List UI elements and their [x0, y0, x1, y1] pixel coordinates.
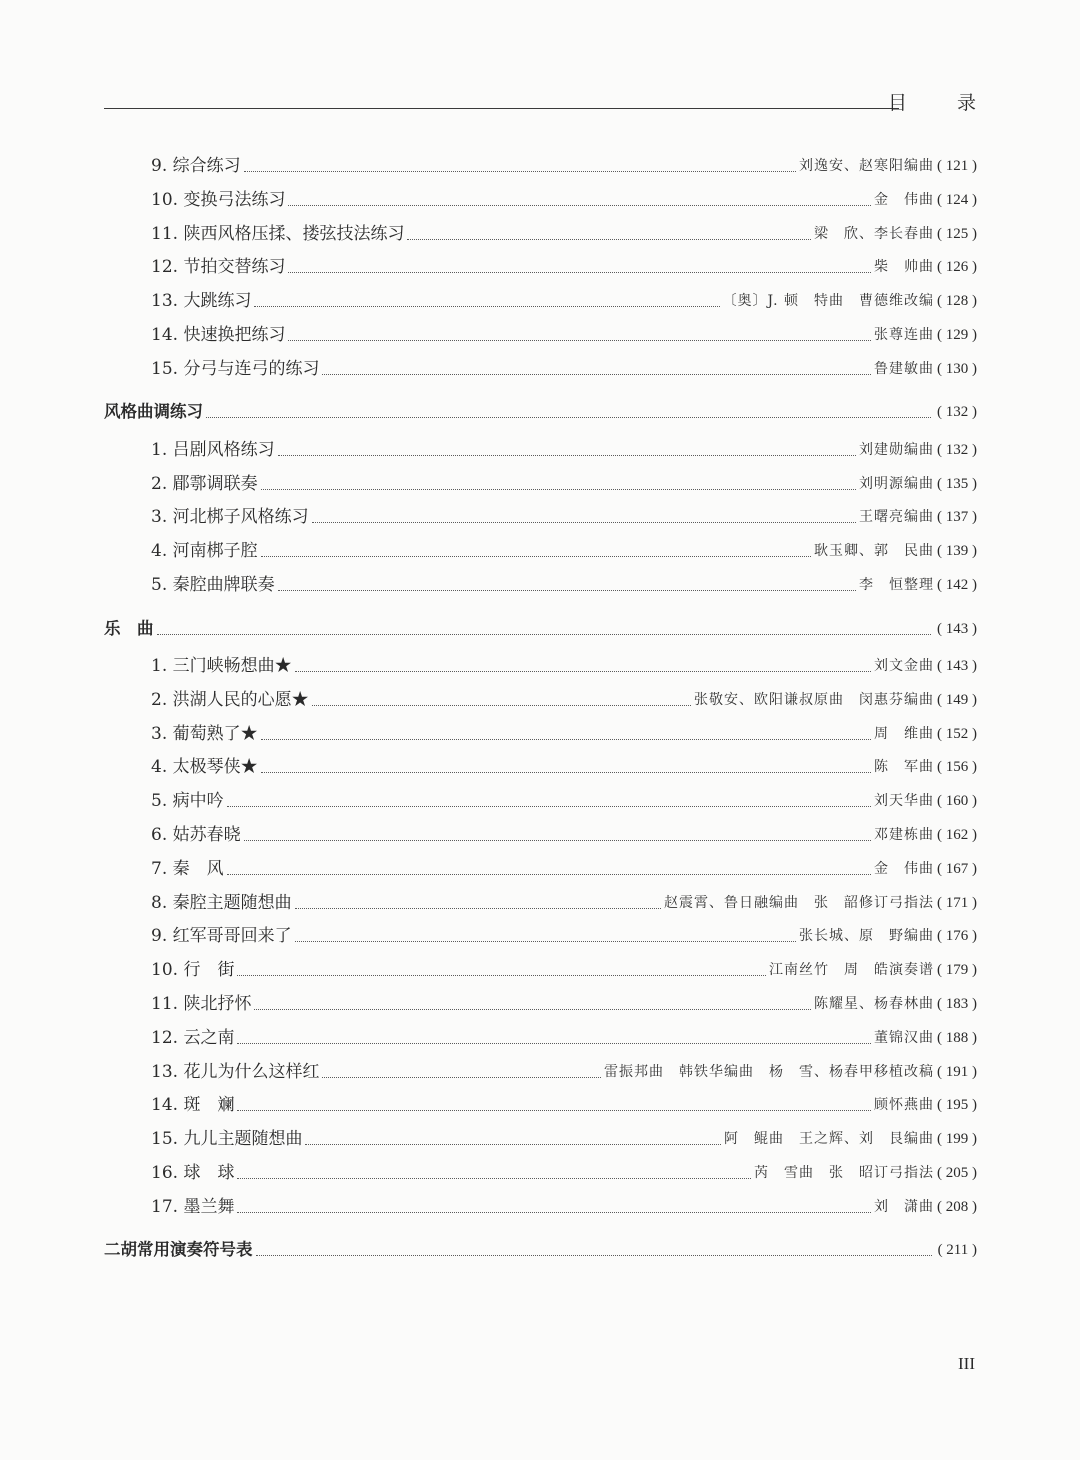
dot-leader	[407, 239, 811, 240]
dot-leader	[256, 1255, 932, 1256]
entry-title: 9. 红军哥哥回来了	[151, 926, 292, 947]
entry-author: 芮 雪曲 张 昭订弓指法	[754, 1165, 934, 1181]
toc-entry	[151, 150, 977, 178]
entry-author: 张长城、原 野编曲	[799, 928, 934, 945]
entry-author: 赵震霄、鲁日融编曲 张 韶修订弓指法	[664, 894, 934, 911]
dot-leader	[261, 772, 871, 773]
toc-entry	[151, 1157, 977, 1185]
entry-title: 2. 洪湖人民的心愿★	[151, 689, 309, 710]
toc-entry	[151, 819, 977, 847]
entry-author: 刘天华曲	[874, 793, 934, 810]
entry-title: 13. 花儿为什么这样红	[151, 1061, 320, 1082]
entry-page: ( 132 )	[937, 441, 977, 458]
section-title: 风格曲调练习	[104, 402, 203, 422]
toc-entry	[151, 218, 977, 246]
page-header	[104, 86, 998, 116]
entry-title: 5. 病中吟	[151, 791, 224, 812]
toc-entry	[151, 501, 977, 529]
page-number: III	[958, 1354, 975, 1373]
entry-page: ( 143 )	[937, 620, 977, 637]
toc-section	[104, 613, 977, 641]
toc-entry	[151, 920, 977, 948]
section-title: 二胡常用演奏符号表	[104, 1240, 253, 1260]
dot-leader	[261, 489, 856, 490]
entry-title: 15. 分弓与连弓的练习	[151, 358, 320, 379]
entry-author: 顾怀燕曲	[874, 1097, 934, 1114]
entry-page: ( 149 )	[937, 691, 977, 708]
toc-entry	[151, 1123, 977, 1151]
toc-entry	[151, 569, 977, 597]
dot-leader	[322, 1077, 601, 1078]
toc-entry	[151, 535, 977, 563]
entry-page: ( 171 )	[937, 894, 977, 911]
toc-entry	[151, 887, 977, 915]
entry-author: 张尊连曲	[874, 327, 934, 343]
entry-author: 雷振邦曲 韩铁华编曲 杨 雪、杨春甲移植改稿	[604, 1063, 934, 1080]
entry-page: ( 188 )	[937, 1029, 977, 1046]
toc-entry	[151, 853, 977, 881]
entry-page: ( 176 )	[937, 928, 977, 945]
entry-page: ( 167 )	[937, 860, 977, 877]
entry-author: 江南丝竹 周 皓演奏谱	[769, 962, 934, 979]
entry-title: 6. 姑苏春晓	[151, 825, 241, 845]
toc-entry	[151, 718, 977, 746]
entry-author: 董锦汉曲	[874, 1029, 934, 1046]
dot-leader	[288, 272, 871, 273]
dot-leader	[206, 417, 931, 418]
toc-entry	[151, 954, 977, 982]
toc-entry	[151, 285, 977, 313]
dot-leader	[305, 1144, 721, 1145]
dot-leader	[227, 874, 871, 875]
toc-entry	[151, 1056, 977, 1084]
entry-page: ( 211 )	[937, 1242, 977, 1259]
dot-leader	[254, 1009, 811, 1010]
entry-author: 陈耀星、杨春林曲	[814, 996, 934, 1012]
dot-leader	[227, 806, 871, 807]
toc-entry	[151, 468, 977, 496]
dot-leader	[261, 739, 871, 740]
dot-leader	[244, 840, 871, 841]
entry-title: 16. 球 球	[151, 1163, 235, 1183]
entry-page: ( 199 )	[937, 1131, 977, 1148]
entry-author: 金 伟曲	[874, 191, 934, 208]
entry-author: 金 伟曲	[874, 860, 934, 877]
dot-leader	[237, 1110, 871, 1111]
entry-author: 耿玉卿、郭 民曲	[814, 543, 934, 560]
dot-leader	[312, 705, 691, 706]
entry-page: ( 156 )	[937, 759, 977, 776]
entry-title: 11. 陕西风格压揉、搂弦技法练习	[151, 223, 405, 244]
dot-leader	[237, 1178, 751, 1179]
entry-title: 2. 郿鄠调联奏	[151, 473, 258, 494]
toc-entry	[151, 251, 977, 279]
dot-leader	[288, 205, 871, 206]
entry-author: 刘建勋编曲	[859, 441, 934, 458]
entry-page: ( 195 )	[937, 1097, 977, 1114]
toc-section	[104, 396, 977, 424]
entry-page: ( 132 )	[937, 404, 977, 421]
toc-entry	[151, 184, 977, 212]
dot-leader	[254, 306, 719, 307]
entry-author: 〔奥〕J. 顿 特曲 曹德维改编	[722, 293, 934, 310]
entry-page: ( 208 )	[937, 1198, 977, 1215]
page-title: 目 录	[887, 92, 998, 114]
dot-leader	[278, 590, 856, 591]
header-rule	[104, 108, 899, 109]
toc-entry	[151, 1022, 977, 1050]
entry-page: ( 128 )	[937, 293, 977, 310]
entry-page: ( 137 )	[937, 509, 977, 526]
entry-author: 周 维曲	[874, 725, 934, 742]
entry-title: 15. 九儿主题随想曲	[151, 1129, 303, 1150]
entry-page: ( 121 )	[937, 158, 977, 174]
entry-author: 刘 潇曲	[874, 1198, 934, 1215]
dot-leader	[261, 556, 811, 557]
dot-leader	[244, 171, 796, 172]
entry-author: 陈 军曲	[874, 759, 934, 776]
entry-title: 5. 秦腔曲牌联奏	[151, 575, 275, 595]
entry-page: ( 179 )	[937, 962, 977, 979]
toc-entry	[151, 353, 977, 381]
entry-page: ( 126 )	[937, 259, 977, 276]
entry-title: 12. 云之南	[151, 1027, 235, 1048]
entry-author: 邓建栋曲	[874, 827, 934, 843]
entry-page: ( 191 )	[937, 1063, 977, 1080]
entry-title: 1. 吕剧风格练习	[151, 439, 275, 460]
dot-leader	[237, 1212, 871, 1213]
entry-author: 李 恒整理	[859, 577, 934, 593]
entry-page: ( 152 )	[937, 725, 977, 742]
dot-leader	[288, 340, 871, 341]
entry-page: ( 125 )	[937, 225, 977, 242]
dot-leader	[278, 455, 856, 456]
dot-leader	[295, 908, 661, 909]
entry-title: 13. 大跳练习	[151, 291, 252, 312]
entry-page: ( 124 )	[937, 191, 977, 208]
toc-entry	[151, 751, 977, 779]
toc-entry	[151, 1089, 977, 1117]
entry-title: 14. 快速换把练习	[151, 325, 286, 345]
entry-author: 柴 帅曲	[874, 259, 934, 276]
toc-entry	[151, 319, 977, 347]
toc-entry	[151, 684, 977, 712]
entry-page: ( 183 )	[937, 996, 977, 1012]
entry-page: ( 162 )	[937, 827, 977, 843]
entry-page: ( 130 )	[937, 360, 977, 377]
dot-leader	[237, 975, 766, 976]
toc-entry	[151, 1191, 977, 1219]
toc-entry	[151, 650, 977, 678]
toc-entry	[151, 785, 977, 813]
dot-leader	[295, 671, 871, 672]
dot-leader	[322, 374, 871, 375]
entry-page: ( 160 )	[937, 793, 977, 810]
entry-author: 王曙亮编曲	[859, 509, 934, 526]
entry-title: 14. 斑 斓	[151, 1095, 235, 1116]
entry-page: ( 139 )	[937, 543, 977, 560]
entry-page: ( 142 )	[937, 577, 977, 593]
toc-section	[104, 1234, 977, 1262]
section-title: 乐 曲	[104, 618, 154, 638]
entry-author: 刘明源编曲	[859, 475, 934, 492]
entry-page: ( 129 )	[937, 327, 977, 343]
entry-page: ( 135 )	[937, 475, 977, 492]
entry-page: ( 143 )	[937, 658, 977, 674]
entry-title: 4. 河南梆子腔	[151, 541, 258, 562]
dot-leader	[157, 634, 932, 635]
entry-title: 7. 秦 风	[151, 858, 224, 879]
dot-leader	[295, 941, 796, 942]
entry-title: 12. 节拍交替练习	[151, 257, 286, 278]
entry-author: 鲁建敏曲	[874, 360, 934, 377]
entry-title: 10. 行 街	[151, 960, 235, 981]
entry-author: 刘文金曲	[874, 658, 934, 674]
entry-author: 张敬安、欧阳谦叔原曲 闵惠芬编曲	[694, 691, 934, 708]
entry-author: 刘逸安、赵寒阳编曲	[799, 158, 934, 174]
entry-title: 3. 河北梆子风格练习	[151, 507, 309, 528]
entry-page: ( 205 )	[937, 1165, 977, 1181]
entry-title: 8. 秦腔主题随想曲	[151, 892, 292, 913]
entry-title: 3. 葡萄熟了★	[151, 723, 258, 744]
entry-title: 4. 太极琴侠★	[151, 757, 258, 778]
toc-entry	[151, 988, 977, 1016]
entry-title: 9. 综合练习	[151, 156, 241, 176]
toc-entry	[151, 434, 977, 462]
dot-leader	[237, 1043, 871, 1044]
entry-title: 17. 墨兰舞	[151, 1196, 235, 1217]
entry-author: 阿 鲲曲 王之辉、刘 艮编曲	[724, 1131, 934, 1148]
entry-author: 梁 欣、李长春曲	[814, 225, 934, 242]
entry-title: 10. 变换弓法练习	[151, 189, 286, 210]
entry-title: 11. 陕北抒怀	[151, 994, 252, 1014]
entry-title: 1. 三门峡畅想曲★	[151, 656, 292, 676]
dot-leader	[312, 522, 856, 523]
